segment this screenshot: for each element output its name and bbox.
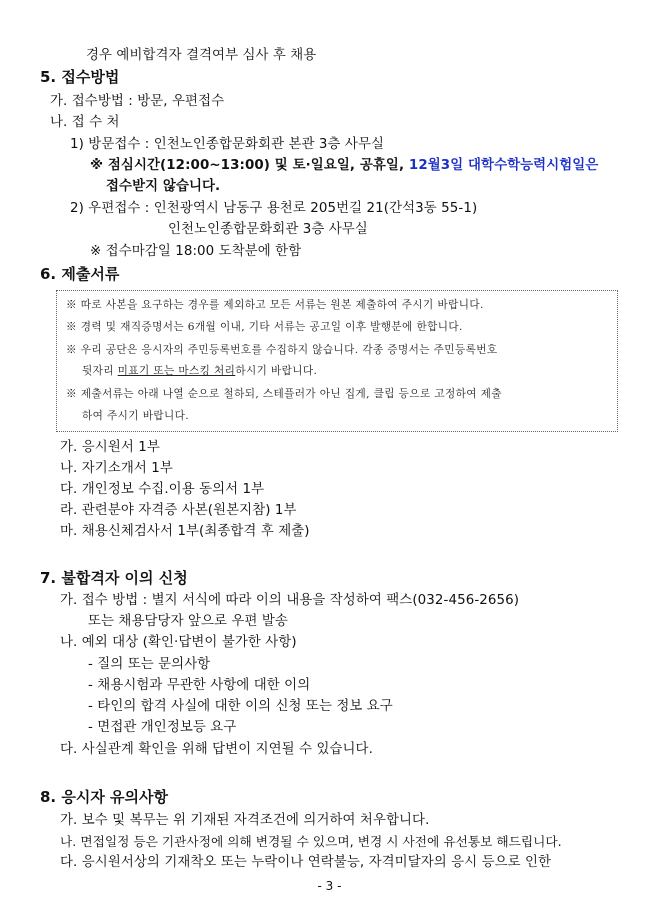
s7-item-a: 가. 접수 방법 : 별지 서식에 따라 이의 내용을 작성하여 팩스(032-456-2656)	[60, 593, 520, 608]
s5-item-b: 나. 접 수 처	[50, 115, 120, 130]
doc-item: 가. 응시원서 1부	[60, 440, 160, 455]
notice-underlined: 미표기 또는 마스킹 처리	[117, 365, 236, 377]
s5-item-a: 가. 접수방법 : 방문, 우편접수	[50, 94, 225, 109]
s8-item-a: 가. 보수 및 복무는 위 기재된 자격조건에 의거하여 처우합니다.	[60, 813, 430, 828]
doc-item: 나. 자기소개서 1부	[60, 461, 173, 476]
notice-line-4-pre: 뒷자리	[82, 365, 118, 377]
notice-line-2: ※ 경력 및 재직증명서는 6개월 이내, 기타 서류는 공고일 이후 발행분에 한합니다.	[66, 321, 463, 333]
s5-notice-highlight: 12월3일 대학수학능력시험일은	[408, 158, 599, 173]
notice-line-3: ※ 우리 공단은 응시자의 주민등록번호를 수집하지 않습니다. 각종 증명서는 주민등록번호	[66, 344, 498, 356]
s5-visit-reception: 1) 방문접수 : 인천노인종합문화회관 본관 3층 사무실	[70, 137, 385, 152]
s7-exception-item: - 타인의 합격 사실에 대한 이의 신청 또는 정보 요구	[88, 699, 393, 714]
s7-item-c: 다. 사실관계 확인을 위해 답변이 지연될 수 있습니다.	[60, 742, 373, 757]
s8-item-b: 나. 면접일정 등은 기관사정에 의해 변경될 수 있으며, 변경 시 사전에 유선통보 해드립니다.	[60, 834, 562, 849]
doc-item: 마. 채용신체검사서 1부(최종합격 후 제출)	[60, 524, 310, 539]
s7-item-a-cont: 또는 채용담당자 앞으로 우편 발송	[88, 614, 288, 629]
page-number: - 3 -	[317, 879, 342, 893]
s5-notice-text: ※ 점심시간(12:00~13:00) 및 토·일요일, 공휴일,	[90, 158, 409, 173]
s5-mail-address-cont: 인천노인종합문화회관 3층 사무실	[168, 222, 368, 237]
notice-line-5: ※ 제출서류는 아래 나열 순으로 철하되, 스테플러가 아닌 집게, 클립 등으로 고정하여 제출	[66, 388, 502, 400]
s7-exception-item: - 질의 또는 문의사항	[88, 657, 211, 672]
s5-notice-line2: 접수받지 않습니다.	[106, 179, 221, 194]
s7-exception-item: - 면접관 개인정보등 요구	[88, 720, 237, 735]
section-8-title: 8. 응시자 유의사항	[40, 788, 169, 806]
s5-deadline-note: ※ 접수마감일 18:00 도착분에 한함	[90, 244, 302, 259]
continuation-line: 경우 예비합격자 결격여부 심사 후 채용	[86, 48, 317, 63]
notice-line-6: 하여 주시기 바랍니다.	[82, 410, 190, 422]
notice-line-4	[82, 363, 317, 379]
s5-mail-reception: 2) 우편접수 : 인천광역시 남동구 용천로 205번길 21(간석3동 55-1)	[70, 201, 478, 216]
section-5-title: 5. 접수방법	[40, 68, 120, 86]
section-6-title: 6. 제출서류	[40, 265, 120, 283]
s7-item-b: 나. 예외 대상 (확인·답변이 불가한 사항)	[60, 635, 297, 650]
notice-line-1: ※ 따로 사본을 요구하는 경우를 제외하고 모든 서류는 원본 제출하여 주시기 바랍니다.	[66, 299, 484, 311]
doc-item: 다. 개인정보 수집.이용 동의서 1부	[60, 482, 265, 497]
s7-exception-item: - 채용시험과 무관한 사항에 대한 이의	[88, 678, 311, 693]
notice-line-4-post: 하시기 바랍니다.	[235, 365, 318, 377]
s8-item-c: 다. 응시원서상의 기재착오 또는 누락이나 연락불능, 자격미달자의 응시 등으로 인한	[60, 855, 552, 870]
s5-notice-line1	[90, 156, 598, 176]
doc-item: 라. 관련분야 자격증 사본(원본지참) 1부	[60, 503, 297, 518]
section-7-title: 7. 불합격자 이의 신청	[40, 569, 188, 587]
